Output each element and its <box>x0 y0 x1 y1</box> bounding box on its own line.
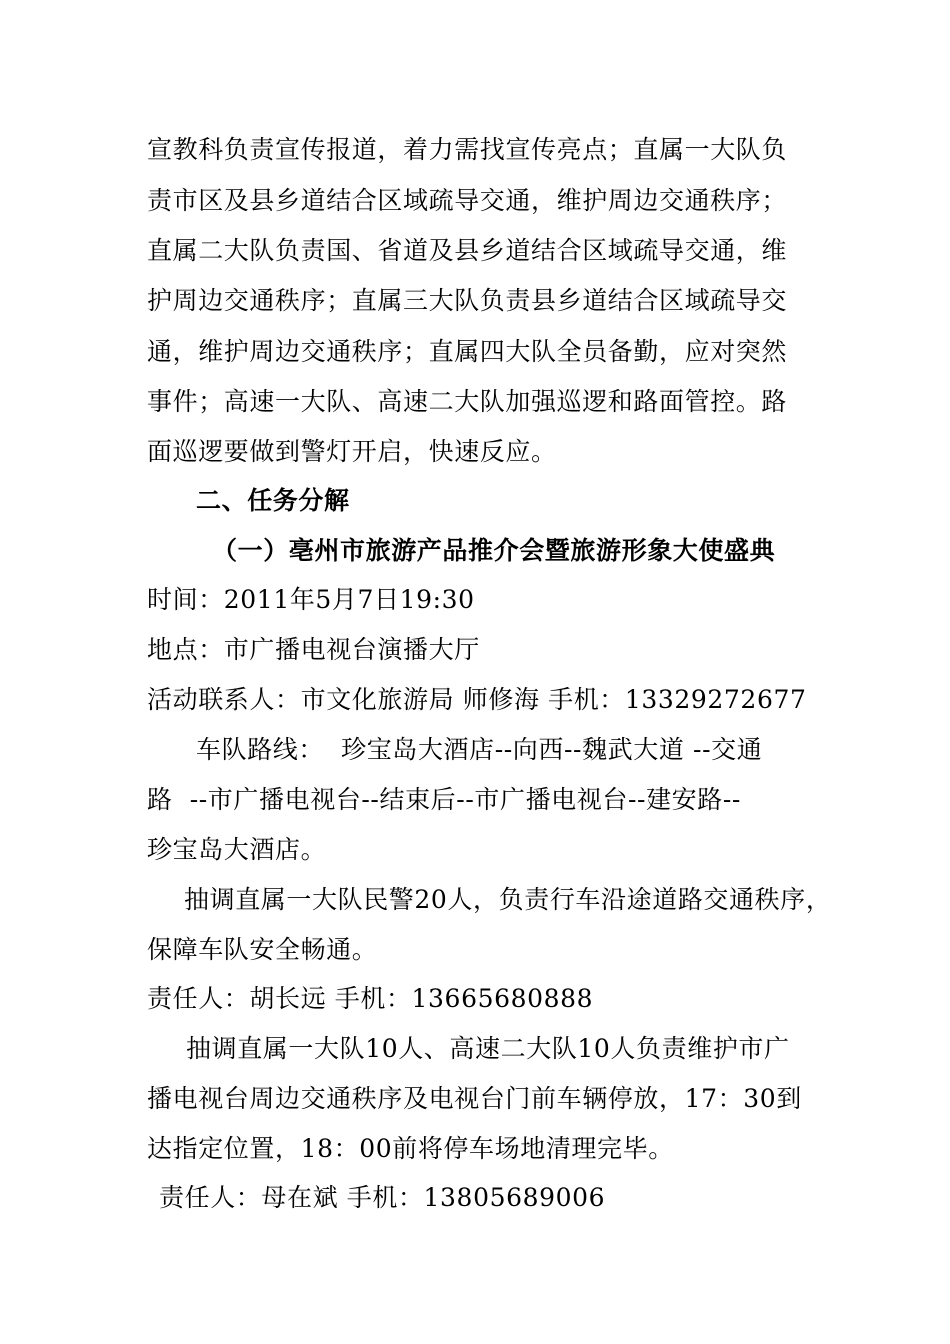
task-line: 抽调直属一大队民警20人，负责行车沿途道路交通秩序， <box>184 885 832 914</box>
task-line: 播电视台周边交通秩序及电视台门前车辆停放，17：30到 <box>147 1084 802 1113</box>
route-line: 路 --市广播电视台--结束后--市广播电视台--建安路-- <box>147 785 741 814</box>
paragraph-line: 宣教科负责宣传报道，着力需找宣传亮点；直属一大队负 <box>147 135 788 164</box>
task-line: 保障车队安全畅通。 <box>147 935 378 964</box>
responsible-person: 责任人：母在斌 手机：13805689006 <box>159 1183 606 1212</box>
route-line: 车队路线： 珍宝岛大酒店--向西--魏武大道 --交通 <box>196 735 763 764</box>
event-location: 地点：市广播电视台演播大厅 <box>147 635 480 664</box>
paragraph-line: 责市区及县乡道结合区域疏导交通，维护周边交通秩序； <box>147 186 788 215</box>
subsection-heading: （一）亳州市旅游产品推介会暨旅游形象大使盛典 <box>212 536 776 565</box>
paragraph-line: 通，维护周边交通秩序；直属四大队全员备勤，应对突然 <box>147 337 788 366</box>
paragraph-line: 事件；高速一大队、高速二大队加强巡逻和路面管控。路 <box>147 387 788 416</box>
paragraph-line: 护周边交通秩序；直属三大队负责县乡道结合区域疏导交 <box>147 286 788 315</box>
paragraph-line: 面巡逻要做到警灯开启，快速反应。 <box>147 437 557 466</box>
event-time: 时间：2011年5月7日19:30 <box>147 585 475 614</box>
task-line: 抽调直属一大队10人、高速二大队10人负责维护市广 <box>186 1034 790 1063</box>
route-line: 珍宝岛大酒店。 <box>147 835 327 864</box>
event-contact: 活动联系人：市文化旅游局 师修海 手机：13329272677 <box>147 685 807 714</box>
section-heading: 二、任务分解 <box>196 486 350 515</box>
paragraph-line: 直属二大队负责国、省道及县乡道结合区域疏导交通，维 <box>147 236 788 265</box>
responsible-person: 责任人：胡长远 手机：13665680888 <box>147 984 594 1013</box>
task-line: 达指定位置，18：00前将停车场地清理完毕。 <box>147 1134 674 1163</box>
